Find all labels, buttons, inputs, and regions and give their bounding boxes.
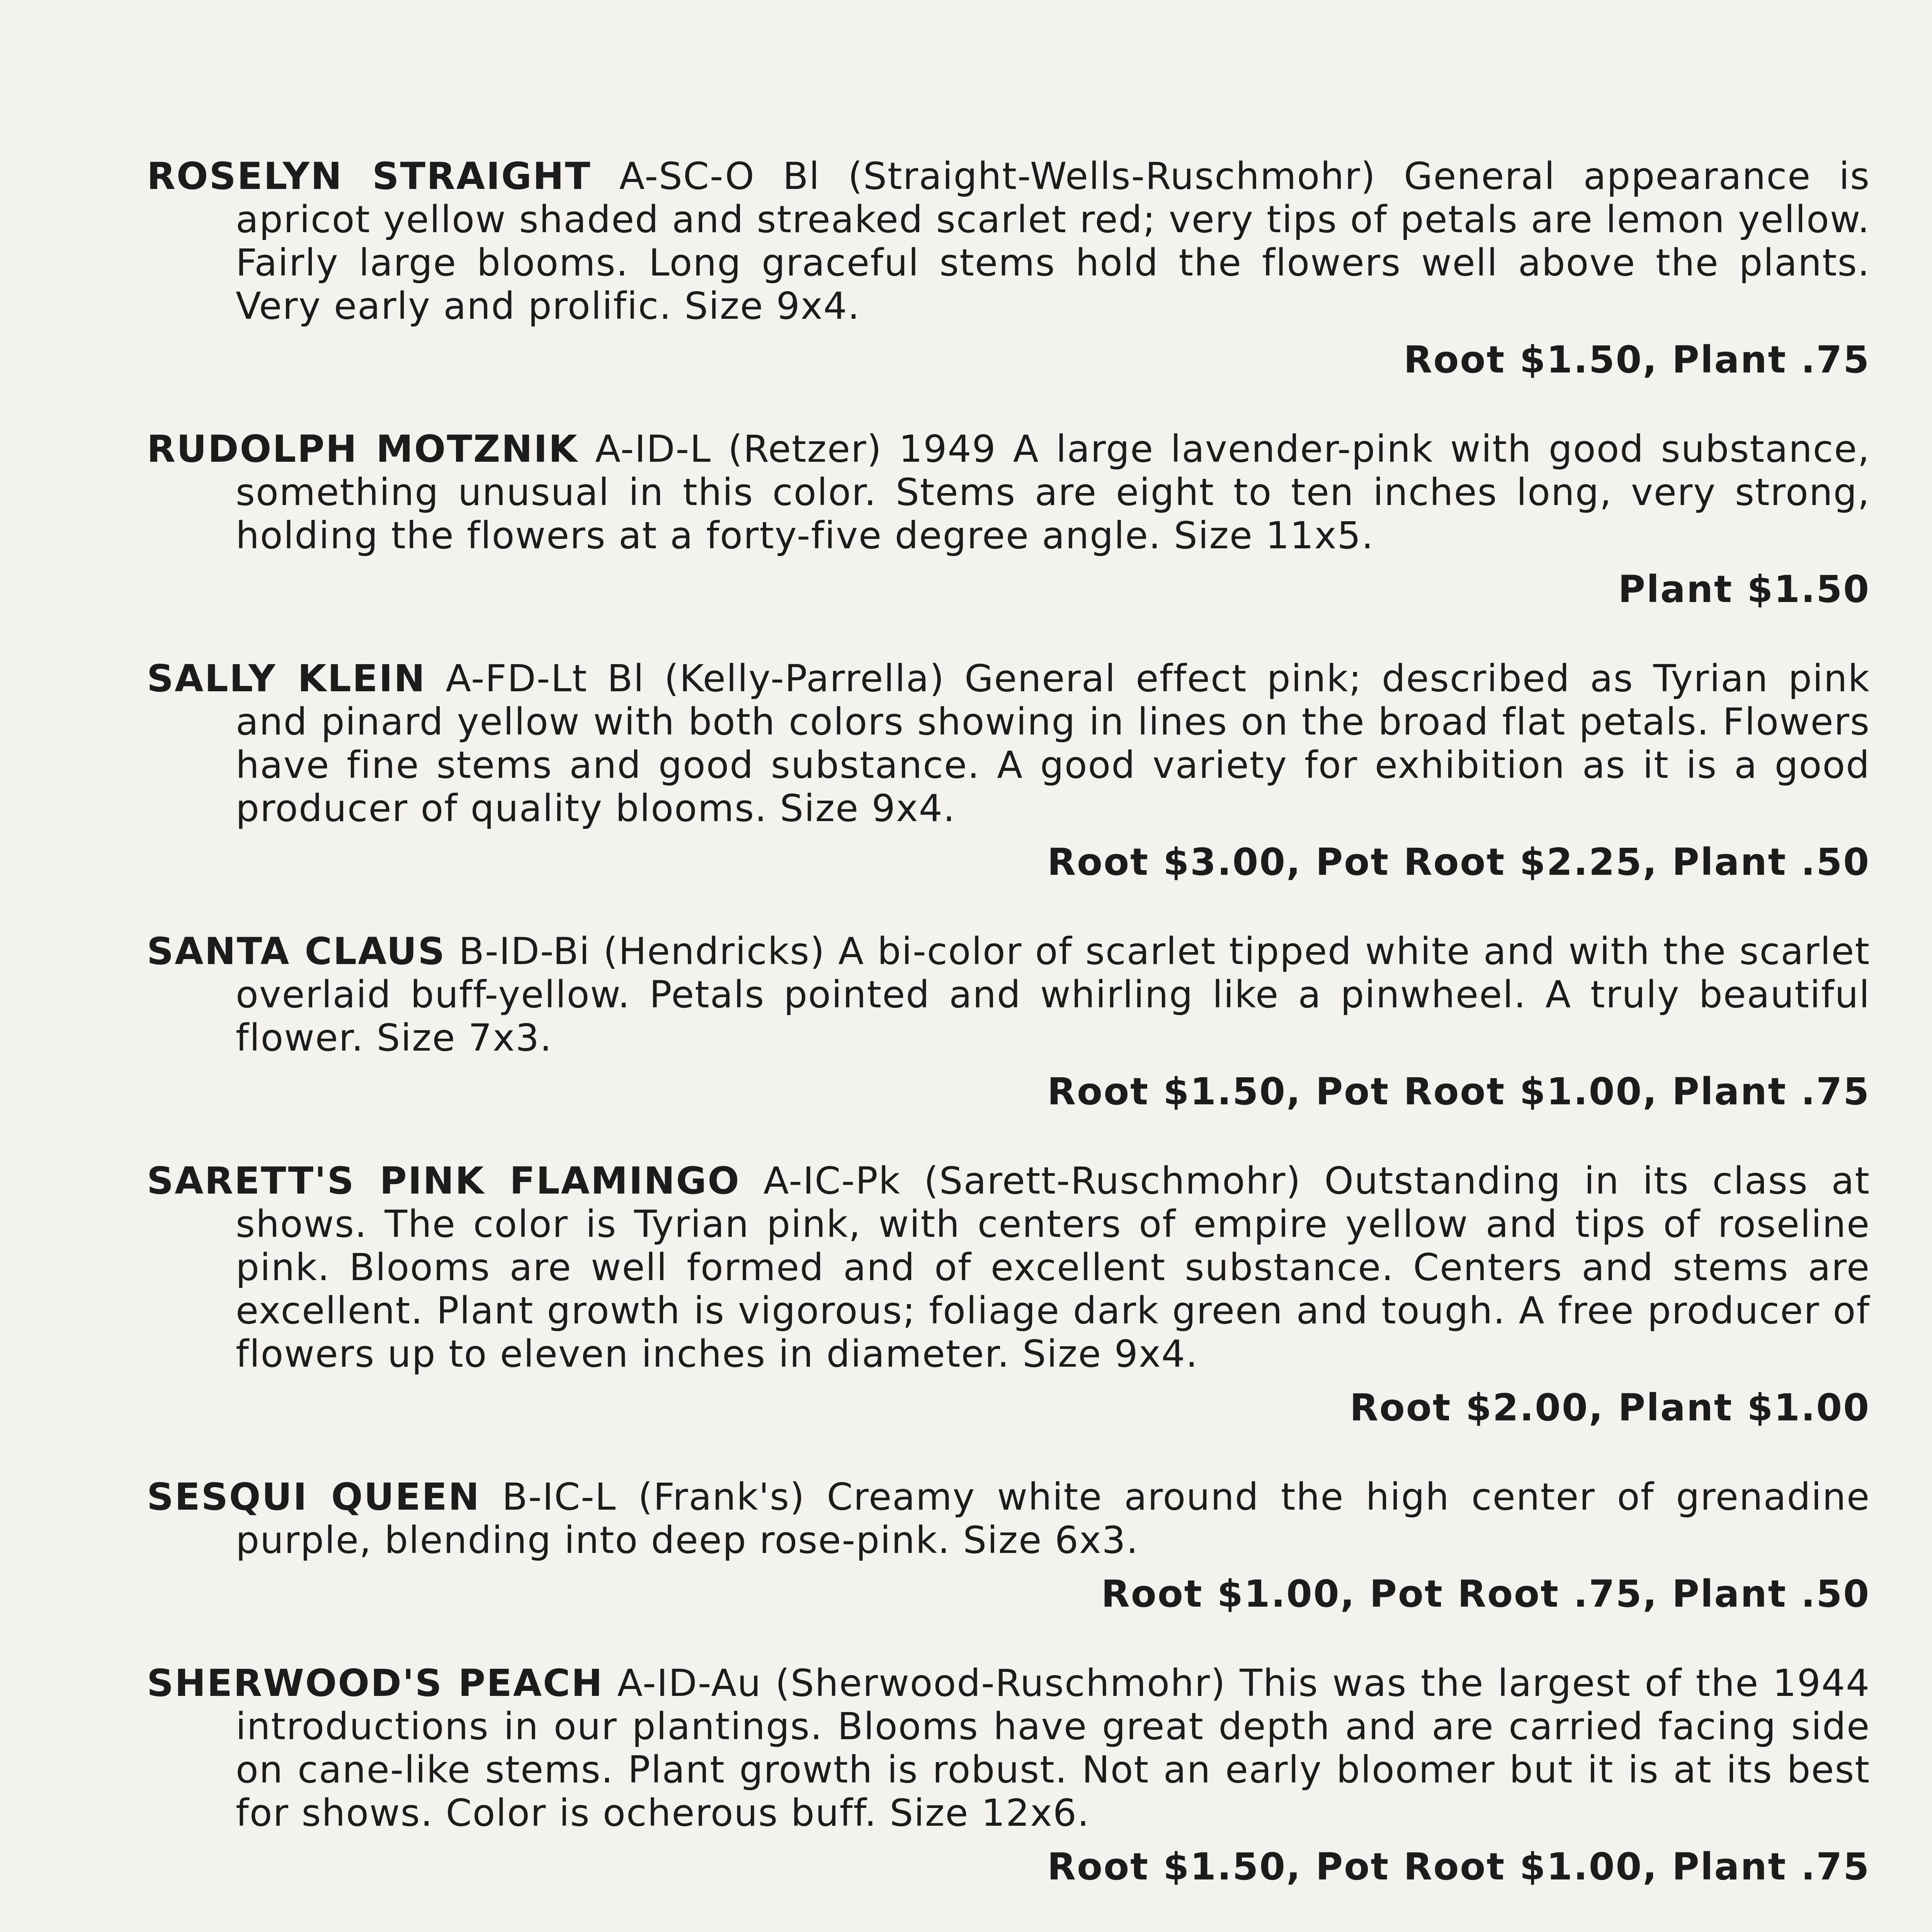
entry-text	[147, 1662, 1870, 1835]
variety-name: ROSELYN STRAIGHT	[147, 155, 592, 198]
price-line: Root $1.00, Pot Root .75, Plant .50	[1101, 1572, 1870, 1616]
catalog-entry	[147, 1475, 1870, 1619]
catalog-entry	[147, 657, 1870, 887]
variety-name: SANTA CLAUS	[147, 930, 446, 973]
entry-text	[147, 1159, 1870, 1376]
variety-description: A-ID-L (Retzer) 1949 A large lavender-pink with good substance, something unusual in this color. Stems are eight to ten inches long, very strong, holding the flowers at a forty-five degree angle. Size 11x5.	[236, 427, 1871, 557]
variety-name: SARETT'S PINK FLAMINGO	[147, 1159, 740, 1202]
price-line: Root $2.00, Plant $1.00	[1349, 1386, 1870, 1429]
variety-name: SHERWOOD'S PEACH	[147, 1662, 604, 1705]
variety-description: A-ID-Au (Sherwood-Ruschmohr) This was the largest of the 1944 introductions in our plantings. Blooms have great depth and are carried facing side on cane-like stems. Plant growth is robust. Not an early bloomer but it is at its best for shows. Color is ocherous buff. Size 12x6.	[236, 1662, 1871, 1835]
variety-name: SESQUI QUEEN	[147, 1475, 481, 1519]
variety-description: A-IC-Pk (Sarett-Ruschmohr) Outstanding in its class at shows. The color is Tyrian pink, with centers of empire yellow and tips of roseline pink. Blooms are well formed and of excellent substance. Centers and stems are excellent. Plant growth is vigorous; foliage dark green and tough. A free producer of flowers up to eleven inches in diameter. Size 9x4.	[236, 1159, 1870, 1376]
entry-text	[147, 155, 1870, 328]
catalog-entry	[147, 427, 1870, 614]
variety-description: B-IC-L (Frank's) Creamy white around the high center of grenadine purple, blending into deep rose-pink. Size 6x3.	[236, 1475, 1871, 1562]
catalog-page	[147, 155, 1870, 1932]
variety-description: A-FD-Lt Bl (Kelly-Parrella) General effect pink; described as Tyrian pink and pinard yellow with both colors showing in lines on the broad flat petals. Flowers have fine stems and good substance. A good variety for exhibition as it is a good producer of quality blooms. Size 9x4.	[236, 657, 1871, 830]
price-line: Plant $1.50	[1618, 568, 1870, 611]
entry-text	[147, 930, 1870, 1060]
price-line: Root $1.50, Pot Root $1.00, Plant .75	[1047, 1070, 1870, 1113]
price-line: Root $1.50, Pot Root $1.00, Plant .75	[1047, 1845, 1870, 1888]
catalog-entry	[147, 930, 1870, 1117]
entry-text	[147, 427, 1870, 557]
entry-text	[147, 657, 1870, 830]
variety-name: RUDOLPH MOTZNIK	[147, 427, 578, 471]
price-line: Root $1.50, Plant .75	[1403, 338, 1870, 381]
catalog-entry	[147, 1159, 1870, 1433]
catalog-entry	[147, 155, 1870, 385]
catalog-entry	[147, 1662, 1870, 1892]
price-line: Root $3.00, Pot Root $2.25, Plant .50	[1047, 840, 1870, 884]
variety-description: A-SC-O Bl (Straight-Wells-Ruschmohr) General appearance is apricot yellow shaded and streaked scarlet red; very tips of petals are lemon yellow. Fairly large blooms. Long graceful stems hold the flowers well above the plants. Very early and prolific. Size 9x4.	[236, 155, 1870, 328]
variety-description: B-ID-Bi (Hendricks) A bi-color of scarlet tipped white and with the scarlet overlaid buff-yellow. Petals pointed and whirling like a pinwheel. A truly beautiful flower. Size 7x3.	[236, 930, 1871, 1060]
entry-text	[147, 1475, 1870, 1562]
variety-name: SALLY KLEIN	[147, 657, 426, 700]
